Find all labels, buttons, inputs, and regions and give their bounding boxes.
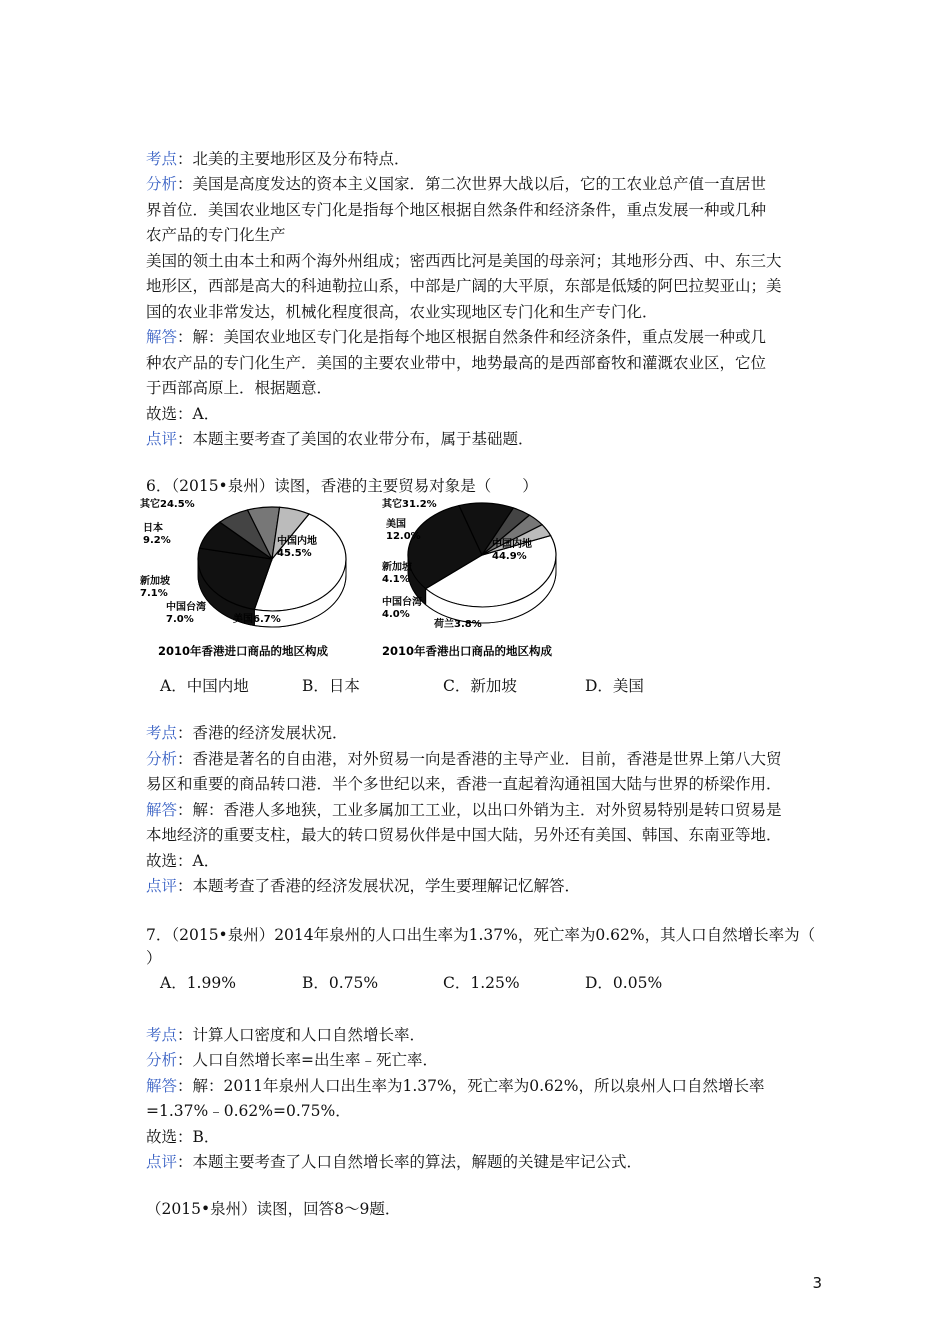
- pie-label-0: 中国内地 44.9%: [492, 539, 532, 562]
- dianping-label: 点评: [146, 877, 178, 895]
- q7-jieda-1: 解答：解：2011年泉州人口出生率为1.37%，死亡率为0.62%，所以泉州人口自然增长率: [146, 1077, 765, 1095]
- q5-jieda-2: 种农产品的专门化生产．美国的主要农业带中，地势最高的是西部畜牧和灌溉农业区，它位: [146, 354, 767, 372]
- q7-stem: 7．（2015•泉州）2014年泉州的人口出生率为1.37%，死亡率为0.62%，其人口自然增长率为（: [146, 926, 816, 944]
- q7-stem-cont: ）: [146, 949, 162, 967]
- q6-fenxi-2: 易区和重要的商品转口港．半个多世纪以来，香港一直起着沟通祖国大陆与世界的桥梁作用．: [146, 775, 782, 793]
- kaodian-label: 考点: [146, 724, 178, 742]
- pie-title: 2010年香港进口商品的地区构成: [158, 644, 329, 658]
- pie-label-4: 中国台湾 4.0%: [382, 597, 422, 620]
- export-pie-chart: [382, 497, 556, 658]
- pie-label-5: 美国6.7%: [233, 614, 281, 625]
- q6-option-d[interactable]: D．美国: [585, 677, 644, 695]
- jieda-label: 解答: [146, 1077, 178, 1095]
- q7-option-b[interactable]: B．0.75%: [302, 974, 379, 992]
- q5-fenxi-4: 美国的领土由本土和两个海外州组成；密西西比河是美国的母亲河；其地形分西、中、东三大: [146, 252, 782, 270]
- fenxi-label: 分析: [146, 1051, 178, 1069]
- kaodian-label: 考点: [146, 150, 178, 168]
- pie-label-2: 美国 12.0%: [386, 519, 421, 542]
- q7-kaodian: 考点：计算人口密度和人口自然增长率．: [146, 1026, 426, 1044]
- q7-option-d[interactable]: D．0.05%: [585, 974, 663, 992]
- q6-option-a[interactable]: A．中国内地: [160, 677, 249, 695]
- q6-fenxi-1: 分析：香港是著名的自由港，对外贸易一向是香港的主导产业．目前，香港是世界上第八大贸: [146, 750, 782, 768]
- q6-jieda-2: 本地经济的重要支柱，最大的转口贸易伙伴是中国大陆，另外还有美国、韩国、东南亚等地．: [146, 826, 782, 844]
- q6-stem: 6．（2015•泉州）读图，香港的主要贸易对象是（ ）: [146, 477, 538, 495]
- pie-label-2: 日本 9.2%: [143, 523, 171, 546]
- q5-fenxi-5: 地形区，西部是高大的科迪勒拉山系，中部是广阔的大平原，东部是低矮的阿巴拉契亚山；美: [146, 277, 782, 295]
- fenxi-label: 分析: [146, 750, 178, 768]
- q5-jieda-3: 于西部高原上．根据题意．: [146, 379, 333, 397]
- q5-dianping: 点评：本题主要考查了美国的农业带分布，属于基础题．: [146, 430, 534, 448]
- q7-option-a[interactable]: A．1.99%: [160, 974, 236, 992]
- q6-kaodian: 考点：香港的经济发展状况．: [146, 724, 348, 742]
- import-pie-chart: [140, 497, 346, 658]
- q6-answer: 故选：A．: [146, 852, 220, 870]
- q7-option-c[interactable]: C．1.25%: [443, 974, 520, 992]
- q6-jieda-1: 解答：解：香港人多地狭，工业多属加工工业，以出口外销为主．对外贸易特别是转口贸易是: [146, 801, 782, 819]
- pie-label-1: 其它24.5%: [140, 499, 195, 510]
- jieda-label: 解答: [146, 328, 178, 346]
- q7-fenxi: 分析：人口自然增长率=出生率﹣死亡率．: [146, 1051, 439, 1069]
- jieda-label: 解答: [146, 801, 178, 819]
- q6-option-b[interactable]: B．日本: [302, 677, 360, 695]
- q5-fenxi-1: 分析：美国是高度发达的资本主义国家．第二次世界大战以后，它的工农业总产值一直居世: [146, 175, 767, 193]
- pie-label-3: 新加坡 4.1%: [382, 562, 412, 585]
- q7-answer: 故选：B．: [146, 1128, 220, 1146]
- dianping-label: 点评: [146, 1153, 178, 1171]
- q6-dianping: 点评：本题考查了香港的经济发展状况，学生要理解记忆解答．: [146, 877, 581, 895]
- q5-fenxi-3: 农产品的专门化生产: [146, 226, 286, 244]
- q7-dianping: 点评：本题主要考查了人口自然增长率的算法，解题的关键是牢记公式．: [146, 1153, 643, 1171]
- q6-option-c[interactable]: C．新加坡: [443, 677, 517, 695]
- pie-label-3: 新加坡 7.1%: [140, 576, 170, 599]
- pie-title: 2010年香港出口商品的地区构成: [382, 644, 553, 658]
- q6-pie-charts: [140, 497, 620, 669]
- pie-label-5: 荷兰3.8%: [434, 619, 482, 630]
- kaodian-label: 考点: [146, 1026, 178, 1044]
- q5-fenxi-2: 界首位．美国农业地区专门化是指每个地区根据自然条件和经济条件，重点发展一种或几种: [146, 201, 767, 219]
- q5-fenxi-6: 国的农业非常发达，机械化程度很高，农业实现地区专门化和生产专门化．: [146, 303, 658, 321]
- page-number: 3: [812, 1274, 822, 1292]
- dianping-label: 点评: [146, 430, 178, 448]
- q5-answer: 故选：A．: [146, 405, 220, 423]
- pie-label-0: 中国内地 45.5%: [277, 536, 317, 559]
- q7-jieda-2: =1.37%﹣0.62%=0.75%．: [146, 1102, 351, 1120]
- q89-stem: （2015•泉州）读图，回答8～9题．: [146, 1200, 401, 1218]
- q5-kaodian: 考点：北美的主要地形区及分布特点．: [146, 150, 410, 168]
- fenxi-label: 分析: [146, 175, 178, 193]
- q5-jieda-1: 解答：解：美国农业地区专门化是指每个地区根据自然条件和经济条件，重点发展一种或几: [146, 328, 767, 346]
- pie-label-1: 其它31.2%: [382, 499, 437, 510]
- pie-label-4: 中国台湾 7.0%: [166, 602, 206, 625]
